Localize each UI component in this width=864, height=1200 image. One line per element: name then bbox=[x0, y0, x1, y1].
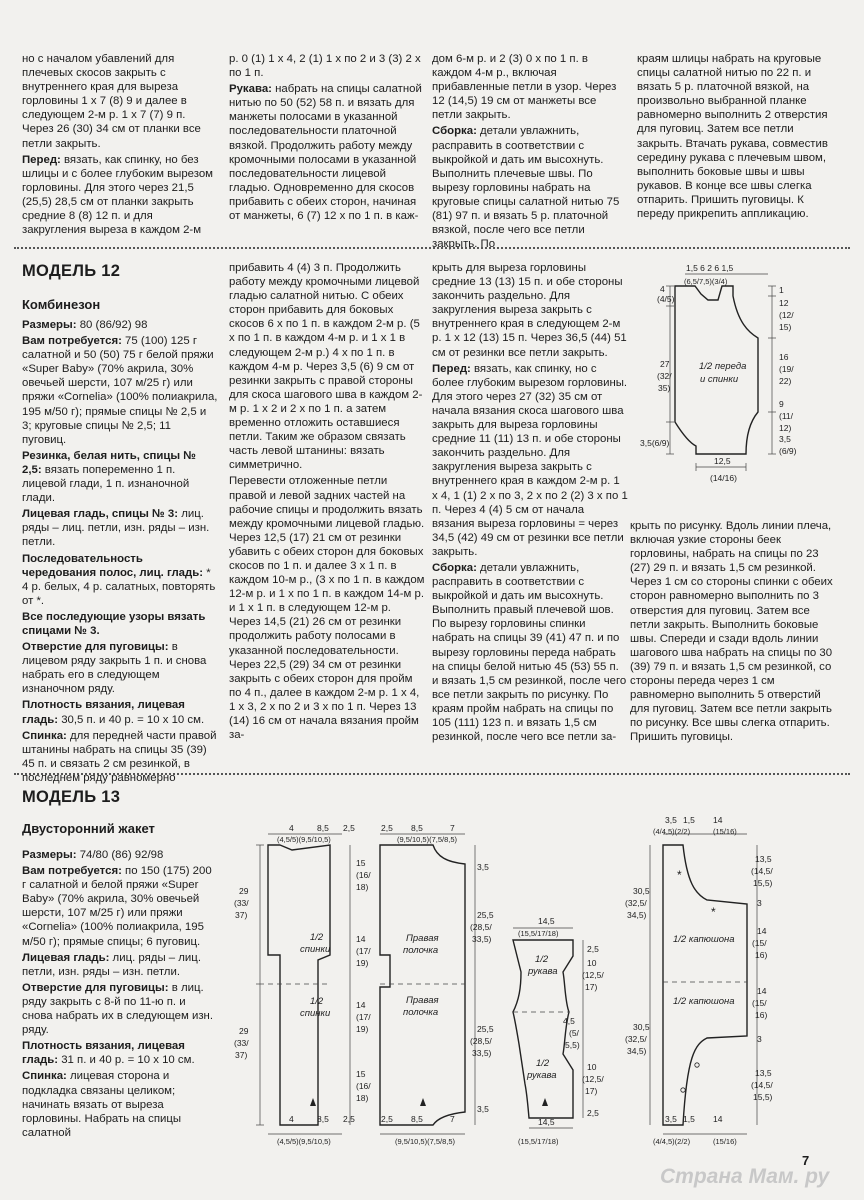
svg-text:*: * bbox=[711, 905, 716, 919]
back-left-2: (33/ bbox=[234, 898, 249, 908]
paragraph-text: 75 (100) 125 г салатной и 50 (50) 75 г белой пряжи «Super Baby» (70% акрила, 30% овечьей шерсти, 107 м/25 г) или пряжи «Cornelia» (100% полиакрила, 195 м/50 г); прямые спицы № 2,5 и 3; круговые спицы № 2,5; 11 пуговиц. bbox=[22, 335, 218, 446]
paragraph-text: детали увлажнить, расправить в соответствии с выкройкой и дать им высохнуть. Выполнить правый плечевой шов. По вырезу горловины спинки набрать на спицы 39 (41) 47 п. и по вырезу горловины переда набрать на спицы белой нитью 45 (53) 55 п. и вязать 1,5 см резинкой, после чего все петли закрыть по рисунку. По краям пройм набрать на спицы по 105 (111) 123 п. и вязать 1,5 см резинкой, после чего все петли за- bbox=[432, 561, 627, 744]
paragraph bbox=[229, 261, 425, 472]
sleeve-bot: 14,5 bbox=[538, 1117, 555, 1127]
sleeve-right-2: 10 bbox=[587, 958, 597, 968]
model13-col-1 bbox=[22, 848, 214, 1142]
paragraph-text: краям шлицы набрать на круговые спицы салатной нитью по 22 п. и вязать 5 р. платочной вязкой, на произвольно выбранной планке равномерно выполнить 2 отверстия для пуговиц. Затем все петли закрыть. Втачать рукава, совместив середину рукава с плечевым швом, выполнить боковые швы и швы рукавов. В конце все швы слегка отпарить. Пришить пуговицы. К переду прикрепить аппликацию. bbox=[637, 53, 828, 221]
hood-right-11: 3 bbox=[757, 1034, 762, 1044]
back-right-4: 14 bbox=[356, 934, 366, 944]
paragraph-text: крыть по рисунку. Вдоль линии плеча, включая узкие стороны беек горловины, набрать на спицы по 23 (27) 29 п. и вязать 1,5 см резинкой. Через 1 см со стороны спинки с обеих сторон равномерно выполнить по 3 отверстия для пуговиц. Затем все петли закрыть. Выполнить боковые швы. Спереди и сзади вдоль линии шагового шва набрать на спицы по 30 (39) 79 п. и вязать 1,5 см резинкой, со стороны переда через 1 см равномерно выполнить 5 отверстий для пуговиц. Затем все петли закрыть по рисунку. Все швы слегка отпарить. Пришить пуговицы. bbox=[630, 520, 833, 744]
paragraph bbox=[22, 1069, 214, 1139]
paragraph bbox=[432, 261, 628, 360]
paragraph-text: 74/80 (86) 92/98 bbox=[76, 849, 164, 861]
paragraph bbox=[630, 519, 834, 745]
front-right-6: (28,5/ bbox=[470, 1036, 492, 1046]
sleeve-right-3: (12,5/ bbox=[582, 970, 604, 980]
paragraph-label: Рукава: bbox=[229, 83, 272, 96]
paragraph bbox=[22, 52, 218, 151]
hood-bot-c: 14 bbox=[713, 1114, 723, 1124]
paragraph-label: Все последующие узоры вязать спицами № 3. bbox=[22, 610, 206, 637]
paragraph-label: Отверстие для пуговицы: bbox=[22, 641, 169, 654]
hood-bot-b: 1,5 bbox=[683, 1114, 695, 1124]
paragraph-label: Перед: bbox=[432, 362, 471, 375]
m12-right-dims bbox=[779, 285, 797, 456]
paragraph-label: Отверстие для пуговицы: bbox=[22, 981, 169, 994]
back-top-a: 4 bbox=[289, 823, 294, 833]
back-left-4: 29 bbox=[239, 1026, 249, 1036]
hood-label-bot: 1/2 капюшона bbox=[673, 996, 735, 1007]
hood-top-c: 14 bbox=[713, 815, 723, 825]
sleeve-right-5: 4,5 bbox=[563, 1016, 575, 1026]
paragraph-label: Вам потребуется: bbox=[22, 335, 122, 348]
back-bot-b: 8,5 bbox=[317, 1114, 329, 1124]
paragraph-text: детали увлажнить, расправить в соответствии с выкройкой и дать им высохнуть. Выполнить плечевые швы. По вырезу горловины набрать на круговые спицы салатной нитью 75 (81) 97 п. и вязать 5 р. платочной вязкой, после чего все петли закрыть. По bbox=[432, 125, 620, 251]
front-bot-sub: (9,5/10,5)(7,5/8,5) bbox=[395, 1137, 456, 1146]
paragraph-label: Плотность вязания, лицевая гладь: bbox=[22, 699, 185, 726]
back-top-b: 8,5 bbox=[317, 823, 329, 833]
paragraph-text: для передней части правой штанины набрать на спицы 35 (39) 45 п. и связать 2 см резинкой, в последнем ряду равномерно bbox=[22, 729, 217, 784]
top-col-1 bbox=[22, 52, 218, 239]
sleeve-top-sub: (15,5/17/18) bbox=[518, 929, 559, 938]
hood-left-6: 34,5) bbox=[627, 1046, 647, 1056]
paragraph-label: Сборка: bbox=[432, 125, 477, 138]
top-col-4 bbox=[637, 52, 833, 223]
paragraph bbox=[22, 449, 218, 505]
model12-col-4 bbox=[630, 519, 834, 747]
m12-left-a2: (4/5) bbox=[657, 294, 675, 304]
paragraph-label: Спинка: bbox=[22, 1070, 67, 1083]
model12-col-3 bbox=[432, 261, 628, 746]
hood-right-5: 14 bbox=[757, 926, 767, 936]
front-label-bot-2: полочка bbox=[403, 1007, 439, 1018]
paragraph-text: в лиц. ряду закрыть с 8-й по 11-ю п. и снова набрать их в следующем изн. ряду. bbox=[22, 981, 213, 1037]
top-col-3 bbox=[432, 52, 628, 253]
front-label-top-2: полочка bbox=[403, 945, 439, 956]
paragraph-label: Спинка: bbox=[22, 729, 67, 742]
paragraph-label: Вам потребуется: bbox=[22, 865, 122, 878]
front-right-8: 3,5 bbox=[477, 1104, 489, 1114]
paragraph-text: лицевая сторона и подкладка связаны целиком; начинать вязать от выреза горловины. Набрать на спицы салатной bbox=[22, 1070, 182, 1139]
svg-text:12): 12) bbox=[779, 423, 792, 433]
hood-right-7: 16) bbox=[755, 950, 768, 960]
hood-left-3: 34,5) bbox=[627, 910, 647, 920]
back-label-top-2: спинки bbox=[300, 944, 331, 955]
front-right-4: 33,5) bbox=[472, 934, 492, 944]
m12-left-b3: 35) bbox=[658, 383, 671, 393]
front-label-top-1: Правая bbox=[406, 933, 439, 944]
paragraph bbox=[432, 362, 628, 559]
front-top-b: 8,5 bbox=[411, 823, 423, 833]
paragraph-label: Перед: bbox=[22, 153, 61, 166]
paragraph bbox=[22, 552, 218, 608]
paragraph-text: набрать на спицы салатной нитью по 50 (52) 58 п. и вязать для манжеты полосами в указанной последовательности платочной вязкой. Продолжить работу между кромочными полосами в указанной последовательности лицевой гладью. Одновременно для скосов прибавить с обеих сторон, начиная от манжеты, 6 (7) 12 х по 1 п. в каж- bbox=[229, 83, 422, 223]
back-right-11: (16/ bbox=[356, 1081, 371, 1091]
m12-left-b2: (32/ bbox=[657, 371, 672, 381]
model13-pattern-diagrams bbox=[225, 812, 855, 1147]
paragraph-text: по 150 (175) 200 г салатной и белой пряжи «Super Baby» (70% акрила, 30% овечьей шерсти, 107 м/25 г) или пряжи «Cornelia» (100% полиакрила, 195 м/50 г); прямые спицы; 6 пуговиц. bbox=[22, 865, 212, 948]
paragraph bbox=[22, 640, 218, 696]
paragraph-label: Плотность вязания, лицевая гладь: bbox=[22, 1040, 185, 1067]
paragraph-text: р. 0 (1) 1 х 4, 2 (1) 1 х по 2 и 3 (3) 2 х по 1 п. bbox=[229, 53, 421, 80]
paragraph bbox=[22, 507, 218, 549]
m12-label-1: 1/2 переда bbox=[699, 361, 747, 372]
hood-right-2: (14,5/ bbox=[751, 866, 773, 876]
paragraph-label: Размеры: bbox=[22, 849, 77, 861]
hood-right-14: 15,5) bbox=[753, 1092, 773, 1102]
hood-top-a: 3,5 bbox=[665, 815, 677, 825]
paragraph-text: крыть для выреза горловины средние 13 (13) 15 п. и обе стороны закончить раздельно. Для закругления выреза закрыть с внутреннего края в следующем 2-м р. 1 х 12 (13) 15 п. Через 36,5 (44) 51 см от резинки все петли закрыть. bbox=[432, 262, 627, 359]
paragraph-text: * 4 р. белых, 4 р. салатных, повторять от *. bbox=[22, 566, 216, 607]
hood-top-b: 1,5 bbox=[683, 815, 695, 825]
m12-top-sub: (6,5/7,5)(3/4) bbox=[684, 277, 728, 286]
paragraph bbox=[22, 318, 218, 332]
paragraph bbox=[229, 82, 425, 223]
sleeve-right-11: 2,5 bbox=[587, 1108, 599, 1118]
hood-right-12: 13,5 bbox=[755, 1068, 772, 1078]
paragraph bbox=[432, 124, 628, 251]
hood-right-8: 14 bbox=[757, 986, 767, 996]
m12-bottom-a: 12,5 bbox=[714, 456, 731, 466]
paragraph bbox=[22, 981, 214, 1037]
paragraph-text: дом 6-м р. и 2 (3) 0 х по 1 п. в каждом 4-м р., включая прибавленные петли в узор. Через 12 (14,5) 19 см от манжеты все петли закрыть. bbox=[432, 53, 617, 122]
back-left-3: 37) bbox=[235, 910, 248, 920]
sleeve-top: 14,5 bbox=[538, 916, 555, 926]
m12-top-dims: 1,5 6 2 6 1,5 bbox=[686, 263, 734, 273]
paragraph bbox=[432, 52, 628, 122]
back-right-2: (16/ bbox=[356, 870, 371, 880]
paragraph bbox=[22, 848, 214, 862]
paragraph-label: Сборка: bbox=[432, 561, 477, 574]
sleeve-label-top-1: 1/2 bbox=[535, 954, 549, 965]
front-top-a: 2,5 bbox=[381, 823, 393, 833]
front-right-3: (28,5/ bbox=[470, 922, 492, 932]
paragraph-text: лиц. ряды – лиц. петли, изн. ряды – изн. петли. bbox=[22, 951, 201, 978]
sleeve-right-6: (5/ bbox=[569, 1028, 579, 1038]
back-right-6: 19) bbox=[356, 958, 369, 968]
hood-left-4: 30,5 bbox=[633, 1022, 650, 1032]
svg-text:*: * bbox=[677, 868, 682, 882]
divider-1 bbox=[14, 247, 850, 249]
hood-top-sub2: (15/16) bbox=[713, 827, 737, 836]
back-label-bot-2: спинки bbox=[300, 1008, 331, 1019]
model13-title: Двусторонний жакет bbox=[22, 821, 155, 836]
hood-bot-a: 3,5 bbox=[665, 1114, 677, 1124]
back-left-1: 29 bbox=[239, 886, 249, 896]
sleeve-right-10: 17) bbox=[585, 1086, 598, 1096]
paragraph-label: Резинка, белая нить, спицы № 2,5: bbox=[22, 449, 196, 476]
back-bot-sub: (4,5/5)(9,5/10,5) bbox=[277, 1137, 331, 1146]
back-right-7: 14 bbox=[356, 1000, 366, 1010]
paragraph bbox=[22, 334, 218, 447]
front-right-7: 33,5) bbox=[472, 1048, 492, 1058]
back-right-5: (17/ bbox=[356, 946, 371, 956]
paragraph-text: в лицевом ряду закрыть 1 п. и снова набрать его в следующем изнаночном ряду. bbox=[22, 641, 207, 696]
svg-text:(6/9): (6/9) bbox=[779, 446, 797, 456]
sleeve-right-9: (12,5/ bbox=[582, 1074, 604, 1084]
paragraph-label: Размеры: bbox=[22, 319, 77, 331]
m12-left-c: 3,5(6/9) bbox=[640, 438, 670, 448]
paragraph bbox=[22, 729, 218, 785]
sleeve-label-top-2: рукава bbox=[528, 966, 558, 977]
front-label-bot-1: Правая bbox=[406, 995, 439, 1006]
front-bot-b: 8,5 bbox=[411, 1114, 423, 1124]
back-label-top-1: 1/2 bbox=[310, 932, 324, 943]
back-top-c: 2,5 bbox=[343, 823, 355, 833]
paragraph bbox=[22, 698, 218, 726]
m12-left-b1: 27 bbox=[660, 359, 670, 369]
hood-right-10: 16) bbox=[755, 1010, 768, 1020]
back-top-sub: (4,5/5)(9,5/10,5) bbox=[277, 835, 331, 844]
hood-top-sub: (4/4,5)(2/2) bbox=[653, 827, 691, 836]
hood-left-5: (32,5/ bbox=[625, 1034, 647, 1044]
front-right-2: 25,5 bbox=[477, 910, 494, 920]
front-bot-a: 2,5 bbox=[381, 1114, 393, 1124]
paragraph bbox=[22, 951, 214, 979]
hood-right-6: (15/ bbox=[752, 938, 767, 948]
back-right-12: 18) bbox=[356, 1093, 369, 1103]
paragraph bbox=[637, 52, 833, 221]
paragraph-text: 80 (86/92) 98 bbox=[76, 319, 148, 331]
m12-label-2: и спинки bbox=[700, 374, 739, 385]
m12-bottom-b: (14/16) bbox=[710, 473, 737, 483]
back-label-bot-1: 1/2 bbox=[310, 996, 324, 1007]
hood-right-3: 15,5) bbox=[753, 878, 773, 888]
hood-left-2: (32,5/ bbox=[625, 898, 647, 908]
paragraph-text: вязать, как спинку, но с более глубоким вырезом горловины. Для этого через 27 (32) 35 см от начала вязания скоса шагового шва закрыть для выреза горловины средние 11 (11) 13 п. и обе стороны закончить раздельно. Для закругления выреза закрыть с внутреннего края в каждом 2-м р. 1 х 4, 1 (1) 2 х по 3, 2 х по 2 (2) 3 х по 1 п. Через 4 (4) 5 см от начала вязания выреза горловины = через 34,5 (42) 49 см от резинки все петли закрыть. bbox=[432, 362, 628, 558]
paragraph-text: прибавить 4 (4) 3 п. Продолжить работу между кромочными лицевой гладью салатной нитью. С обеих сторон прибавить для боковых скосов 6 х по 1 п. в каждом 2-м р. (5 х по 1 п. в каждом 4-м р. и 1 х 1 в следующем 2-м р.) 4 х по 1 п. в каждом 4-м р. Через 3,5 (6) 9 см от резинки закрыть с правой стороны для скоса шагового шва в каждом 2-м р. 1 х 2 и 2 х по 1 п. а затем временно отложить оставшиеся петли. Таким же образом связать часть левой штанины: вязать симметрично. bbox=[229, 262, 423, 472]
sleeve-label-bot-1: 1/2 bbox=[536, 1058, 550, 1069]
paragraph bbox=[22, 1039, 214, 1067]
hood-bot-sub: (4/4,5)(2/2) bbox=[653, 1137, 691, 1146]
paragraph bbox=[22, 153, 218, 238]
hood-right-1: 13,5 bbox=[755, 854, 772, 864]
page-number: 7 bbox=[802, 1153, 810, 1168]
hood-left-1: 30,5 bbox=[633, 886, 650, 896]
back-right-1: 15 bbox=[356, 858, 366, 868]
sleeve-right-1: 2,5 bbox=[587, 944, 599, 954]
divider-2 bbox=[14, 773, 850, 775]
svg-text:3,5: 3,5 bbox=[779, 434, 791, 444]
paragraph-text: вязать попеременно 1 п. лицевой глади, 1 п. изнаночной глади. bbox=[22, 463, 190, 505]
hood-right-13: (14,5/ bbox=[751, 1080, 773, 1090]
back-bot-a: 4 bbox=[289, 1114, 294, 1124]
svg-text:(19/: (19/ bbox=[779, 364, 794, 374]
hood-label-top: 1/2 капюшона bbox=[673, 934, 735, 945]
paragraph bbox=[432, 561, 628, 744]
svg-text:16: 16 bbox=[779, 352, 789, 362]
back-right-8: (17/ bbox=[356, 1012, 371, 1022]
paragraph-text: 30,5 п. и 40 р. = 10 х 10 см. bbox=[58, 713, 205, 726]
svg-text:15): 15) bbox=[779, 322, 792, 332]
sleeve-bot-sub: (15,5/17/18) bbox=[518, 1137, 559, 1146]
m12-left-a: 4 bbox=[660, 284, 665, 294]
paragraph bbox=[22, 864, 214, 949]
hood-bot-sub2: (15/16) bbox=[713, 1137, 737, 1146]
sleeve-label-bot-2: рукава bbox=[527, 1070, 557, 1081]
paragraph bbox=[229, 474, 425, 742]
front-top-sub: (9,5/10,5)(7,5/8,5) bbox=[397, 835, 458, 844]
paragraph-text: Перевести отложенные петли правой и левой задних частей на рабочие спицы и продолжить вязать между кромочными лицевой гладью. Через 12,5 (17) 21 см от резинки убавить с обеих сторон для боковых скосов по 1 п. и далее 3 х 1 п. в каждом 10-м р., (3 х по 1 п. в каждом 12-м р. и 1 х по 1 п. в каждом 14-м р. и 1 х 1 п. в следующем 12-м р. Через 14,5 (21) 26 см от резинки продолжить работу полосами в указанной последовательности. Через 22,5 (29) 34 см от резинки закрыть с обеих сторон для пройм по 4 п., далее в каждом 2-м р. 1 х 4, 1 х 3, 2 х по 2 и 3 х по 1 п. Через 13 (14) 16 см от начала вязания пройм за- bbox=[229, 475, 425, 742]
paragraph-label: Последовательность чередования полос, лиц. гладь: bbox=[22, 552, 204, 579]
svg-text:12: 12 bbox=[779, 298, 789, 308]
top-col-2 bbox=[229, 52, 425, 225]
model12-col-2 bbox=[229, 261, 425, 744]
paragraph-text: вязать, как спинку, но без шлицы и с более глубоким вырезом горловины. Для этого через 21,5 (25,5) 28,5 см от планки закрыть средние 8 (8) 12 п. и для закругления выреза в каждом 2-м bbox=[22, 153, 213, 237]
paragraph-text: 31 п. и 40 р. = 10 х 10 см. bbox=[58, 1054, 195, 1067]
svg-text:(11/: (11/ bbox=[779, 411, 794, 421]
front-right-1: 3,5 bbox=[477, 862, 489, 872]
front-right-5: 25,5 bbox=[477, 1024, 494, 1034]
back-right-3: 18) bbox=[356, 882, 369, 892]
back-bot-c: 2,5 bbox=[343, 1114, 355, 1124]
paragraph bbox=[229, 52, 425, 80]
watermark: Страна Мам. ру bbox=[660, 1165, 830, 1188]
paragraph bbox=[22, 610, 218, 638]
back-right-10: 15 bbox=[356, 1069, 366, 1079]
model13-heading: МОДЕЛЬ 13 bbox=[22, 788, 121, 806]
front-bot-c: 7 bbox=[450, 1114, 455, 1124]
paragraph-label: Лицевая гладь, спицы № 3: bbox=[22, 508, 179, 521]
sleeve-right-4: 17) bbox=[585, 982, 598, 992]
sleeve-right-7: 5,5) bbox=[565, 1040, 580, 1050]
front-top-c: 7 bbox=[450, 823, 455, 833]
svg-text:9: 9 bbox=[779, 399, 784, 409]
model12-heading: МОДЕЛЬ 12 bbox=[22, 262, 121, 280]
svg-text:1: 1 bbox=[779, 285, 784, 295]
svg-text:22): 22) bbox=[779, 376, 792, 386]
model12-pattern-diagram bbox=[640, 262, 840, 492]
hood-right-9: (15/ bbox=[752, 998, 767, 1008]
sleeve-right-8: 10 bbox=[587, 1062, 597, 1072]
back-right-9: 19) bbox=[356, 1024, 369, 1034]
model12-col-1 bbox=[22, 318, 218, 787]
paragraph-label: Лицевая гладь: bbox=[22, 951, 110, 964]
paragraph-text: но с началом убавлений для плечевых скосов закрыть с внутреннего края для выреза горловины 1 х 7 (8) 9 и далее в следующем 2-м р. 1 х 7 (7) 9 п. Через 26 (30) 34 см от планки все петли закрыть. bbox=[22, 53, 201, 150]
hood-right-4: 3 bbox=[757, 898, 762, 908]
paragraph-text: лиц. ряды – лиц. петли, изн. ряды – изн. петли. bbox=[22, 508, 210, 549]
svg-text:(12/: (12/ bbox=[779, 310, 794, 320]
back-left-6: 37) bbox=[235, 1050, 248, 1060]
back-left-5: (33/ bbox=[234, 1038, 249, 1048]
model12-title: Комбинезон bbox=[22, 297, 101, 312]
